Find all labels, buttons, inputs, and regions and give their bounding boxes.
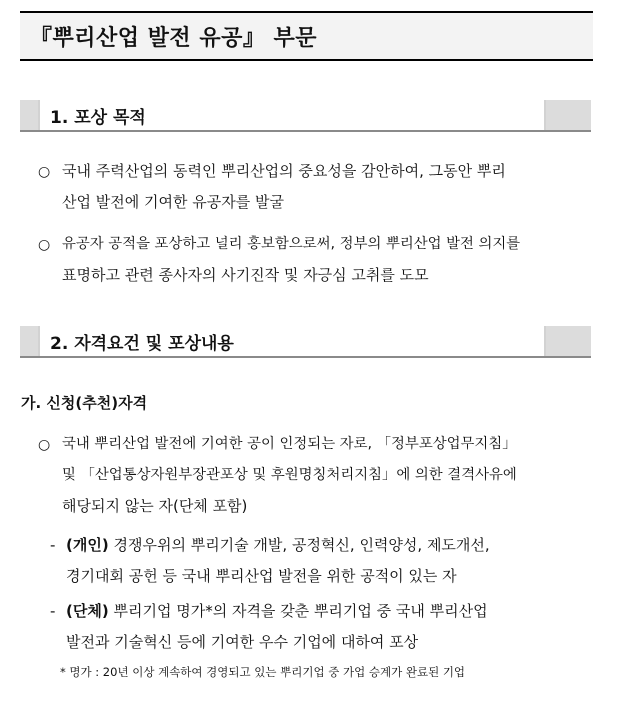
- purpose-item-1-line-1: 국내 주력산업의 동력인 뿌리산업의 중요성을 감안하여, 그동안 뿌리: [62, 162, 506, 180]
- document-title: 『뿌리산업 발전 유공』 부문: [30, 25, 317, 51]
- purpose-item-2-line-1: 유공자 공적을 포상하고 널리 홍보함으로써, 정부의 뿌리산업 발전 의지를: [62, 236, 521, 252]
- bullet-icon: ○: [38, 437, 51, 453]
- eligibility-item: [62, 429, 602, 522]
- group-criteria: [66, 596, 601, 658]
- group-criteria-line-1: [66, 596, 601, 627]
- group-text-2: 발전과 기술혁신 등에 기여한 우수 기업에 대하여 포상: [66, 633, 419, 651]
- purpose-item-1-line-2: 산업 발전에 기여한 유공자를 발굴: [62, 193, 284, 211]
- title-box: [20, 11, 593, 61]
- purpose-item-2: [62, 229, 602, 291]
- section-1-header: [20, 100, 591, 132]
- individual-criteria-line-1: [66, 530, 601, 561]
- section-1-heading: 1. 포상 목적: [38, 100, 546, 130]
- section-2-header: [20, 326, 591, 358]
- individual-label: (개인): [66, 536, 109, 554]
- purpose-item-1: [62, 156, 602, 218]
- individual-text-2: 경기대회 공헌 등 국내 뿌리산업 발전을 위한 공적이 있는 자: [66, 567, 457, 585]
- individual-text-1: 경쟁우위의 뿌리기술 개발, 공정혁신, 인력양성, 제도개선,: [113, 536, 490, 554]
- eligibility-subheading: 가. 신청(추천)자격: [21, 394, 148, 412]
- eligibility-line-3: 해당되지 않는 자(단체 포함): [62, 497, 248, 515]
- purpose-item-2-line-2: 표명하고 관련 종사자의 사기진작 및 자긍심 고취를 도모: [62, 266, 429, 284]
- dash-marker: -: [50, 602, 56, 620]
- section-2-heading: 2. 자격요건 및 포상내용: [38, 326, 546, 356]
- eligibility-line-2: 및 「산업통상자원부장관포상 및 후원명칭처리지침」에 의한 결격사유에: [62, 467, 517, 483]
- group-text-1: 뿌리기업 명가*의 자격을 갖춘 뿌리기업 중 국내 뿌리산업: [113, 602, 488, 620]
- individual-criteria: [66, 530, 601, 592]
- eligibility-line-1: 국내 뿌리산업 발전에 기여한 공이 인정되는 자로, 「정부포상업무지침」: [62, 436, 517, 452]
- bullet-icon: ○: [38, 164, 51, 180]
- bullet-icon: ○: [38, 237, 51, 253]
- dash-marker: -: [50, 536, 56, 554]
- group-label: (단체): [66, 602, 109, 620]
- footnote: * 명가 : 20년 이상 계속하여 경영되고 있는 뿌리기업 중 가업 승계가 완료된 기업: [60, 665, 466, 679]
